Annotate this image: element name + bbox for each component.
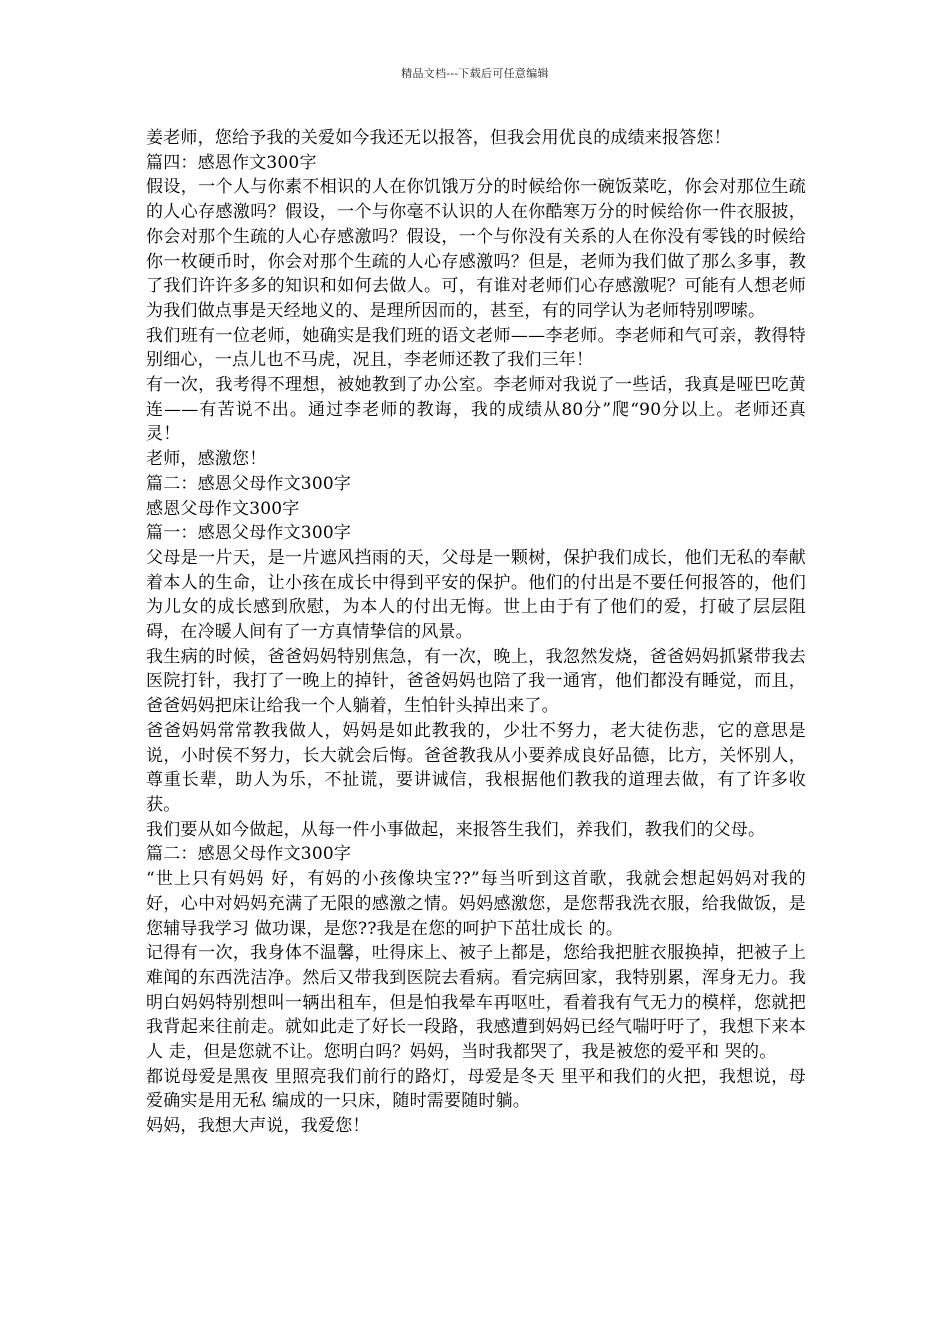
paragraph: 姜老师，您给予我的关爱如今我还无以报答，但我会用优良的成绩来报答您！ (146, 128, 731, 148)
document-body (146, 126, 806, 1139)
section-heading: 篇一：感恩父母作文300字 (146, 523, 352, 544)
section-heading: 篇四：感恩作文300字 (146, 152, 317, 173)
paragraph: 父母是一片天，是一片遮风挡雨的天，父母是一颗树，保护我们成长，他们无私的奉献着本人的生命，让小孩在成长中得到平安的保护。他们的付出是不要任何报答的，他们为儿女的成长感到欣慰，为本人的付出无悔。世上由于有了他们的爱，打破了层层阻碍，在冷暖人间有了一方真情挚信的风景。 (146, 547, 806, 643)
paragraph: 老师，感激您！ (146, 449, 267, 470)
paragraph: 都说母爱是黑夜 里照亮我们前行的路灯，母爱是冬天 里平和我们的火把，我想说，母爱确实是用无私 编成的一只床，随时需要随时躺。 (146, 1066, 806, 1112)
paragraph: 妈妈，我想大声说，我爱您！ (146, 1116, 370, 1137)
paragraph: 我们班有一位老师，她确实是我们班的语文老师——李老师。李老师和气可亲，教得特别细心，一点儿也不马虎，况且，李老师还教了我们三年！ (146, 325, 806, 371)
paragraph: “世上只有妈妈 好，有妈的小孩像块宝??”每当听到这首歌，我就会想起妈妈对我的好，心中对妈妈充满了无限的感激之情。妈妈感激您，是您帮我洗衣服，给我做饭，是您辅导我学习 做功课，是您??我是在您的呵护下茁壮成长 的。 (146, 869, 806, 939)
paragraph: 爸爸妈妈常常教我做人，妈妈是如此教我的，少壮不努力，老大徒伤悲，它的意思是说，小时侯不努力，长大就会后悔。爸爸教我从小要养成良好品德，比方，关怀别人，尊重长辈，助人为乐，不扯谎，要讲诚信，我根据他们教我的道理去做，有了许多收获。 (146, 720, 806, 815)
paragraph: 我们要从如今做起，从每一件小事做起，来报答生我们，养我们，教我们的父母。 (146, 819, 766, 840)
paragraph: 记得有一次，我身体不温馨，吐得床上、被子上都是，您给我把脏衣服换掉，把被子上难闻的东西洗洁净。然后又带我到医院去看病。看完病回家，我特别累，浑身无力。我明白妈妈特别想叫一辆出租车，但是怕我晕车再呕吐，看着我有气无力的模样，您就把我背起来往前走。就如此走了好长一段路，我感遭到妈妈已经气喘吁吁了，我想下来本人 走，但是您就不让。您明白吗？妈妈，当时我都哭了，我是被您的爱平和 哭的。 (146, 943, 806, 1063)
paragraph: 假设，一个人与你素不相识的人在你饥饿万分的时候给你一碗饭菜吃，你会对那位生疏的人心存感激吗？假设，一个与你毫不认识的人在你酷寒万分的时候给你一件衣服披，你会对那个生疏的人心存感激吗？假设，一个与你没有关系的人在你没有零钱的时候给你一枚硬币时，你会对那个生疏的人心存感激吗？但是，老师为我们做了那么多事，教了我们许许多多的知识和如何去做人。可，有谁对老师们心存感激呢？可能有人想老师为我们做点事是天经地义的、是理所因而的，甚至，有的同学认为老师特别啰嗦。 (146, 177, 806, 321)
section-heading: 篇二：感恩父母作文300字 (146, 844, 352, 865)
section-heading: 感恩父母作文300字 (146, 498, 300, 519)
page-header: 精品文档---下载后可任意编辑 (401, 67, 549, 80)
paragraph: 有一次，我考得不理想，被她教到了办公室。李老师对我说了一些话，我真是哑巴吃黄连——有苦说不出。通过李老师的教诲，我的成绩从80分”爬“90分以上。老师还真灵！ (146, 375, 806, 445)
paragraph: 我生病的时候，爸爸妈妈特别焦急，有一次，晚上，我忽然发烧，爸爸妈妈抓紧带我去医院打针，我打了一晚上的掉针，爸爸妈妈也陪了我一通宵，他们都没有睡觉，而且，爸爸妈妈把床让给我一个人躺着，生怕针头掉出来了。 (146, 646, 806, 717)
section-heading: 篇二：感恩父母作文300字 (146, 473, 352, 494)
